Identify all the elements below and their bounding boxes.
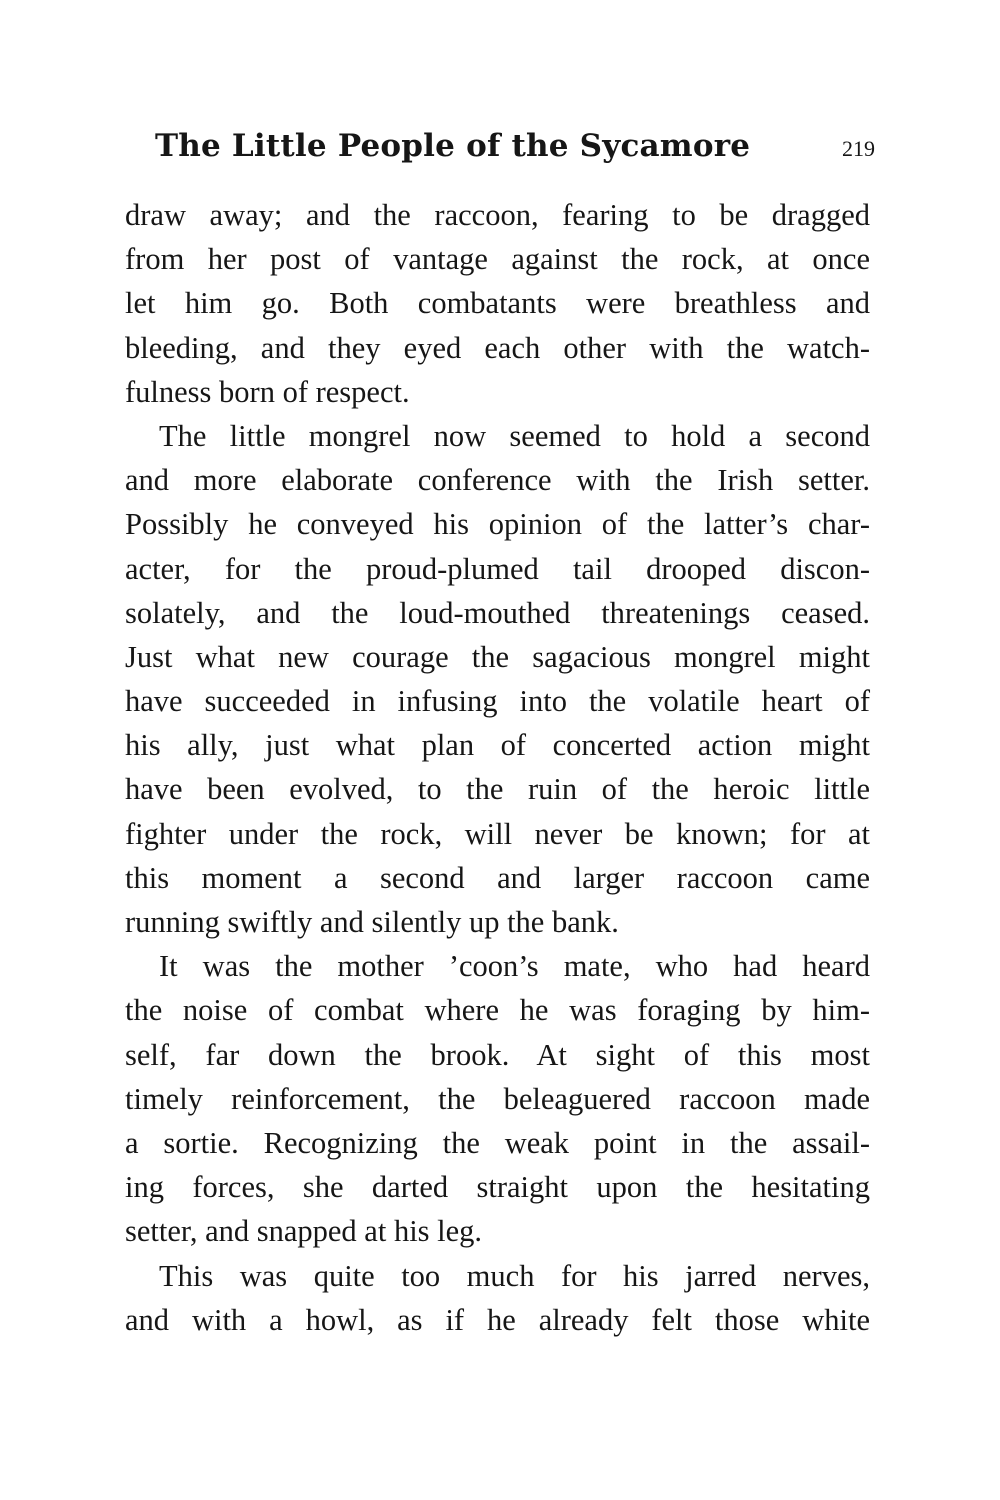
text-line: let him go. Both combatants were breathless and: [125, 286, 870, 321]
text-line: from her post of vantage against the rock, at once: [125, 242, 870, 277]
paragraph: [125, 193, 870, 414]
text-line: have succeeded in infusing into the volatile heart of: [125, 684, 870, 719]
text-line: timely reinforcement, the beleaguered raccoon made: [125, 1081, 870, 1116]
text-line: self, far down the brook. At sight of this most: [125, 1037, 870, 1072]
text-line: The little mongrel now seemed to hold a second: [159, 418, 870, 453]
paragraph: [125, 414, 870, 944]
text-line: fulness born of respect.: [125, 374, 410, 409]
text-line: this moment a second and larger raccoon came: [125, 860, 870, 895]
paragraph: [125, 1254, 870, 1342]
text-line: acter, for the proud-plumed tail drooped discon-: [125, 551, 870, 586]
text-line: Possibly he conveyed his opinion of the latter’s char-: [125, 507, 870, 542]
paragraph: [125, 944, 870, 1253]
text-line: the noise of combat where he was foraging by him-: [125, 993, 870, 1028]
text-line: This was quite too much for his jarred nerves,: [159, 1258, 870, 1293]
text-line: Just what new courage the sagacious mongrel might: [125, 639, 870, 674]
page-header: [155, 128, 875, 172]
text-line: running swiftly and silently up the bank.: [125, 905, 619, 939]
text-line: ing forces, she darted straight upon the hesitating: [125, 1170, 870, 1205]
text-line: and more elaborate conference with the Irish setter.: [125, 463, 870, 498]
text-line: have been evolved, to the ruin of the heroic little: [125, 772, 870, 807]
body-text: [125, 193, 870, 1342]
text-line: setter, and snapped at his leg.: [125, 1214, 483, 1249]
text-line: a sortie. Recognizing the weak point in the assail-: [125, 1125, 870, 1160]
text-line: his ally, just what plan of concerted action might: [125, 728, 870, 763]
text-line: and with a howl, as if he already felt those white: [125, 1302, 870, 1337]
text-line: bleeding, and they eyed each other with the watch-: [125, 330, 870, 365]
text-line: It was the mother ’coon’s mate, who had heard: [159, 949, 870, 984]
text-line: solately, and the loud-mouthed threatenings ceased.: [125, 595, 870, 630]
text-line: draw away; and the raccoon, fearing to be dragged: [125, 198, 870, 232]
page-number: 219: [842, 136, 875, 161]
running-title: The Little People of the Sycamore: [155, 128, 751, 164]
text-line: fighter under the rock, will never be known; for at: [125, 816, 870, 851]
